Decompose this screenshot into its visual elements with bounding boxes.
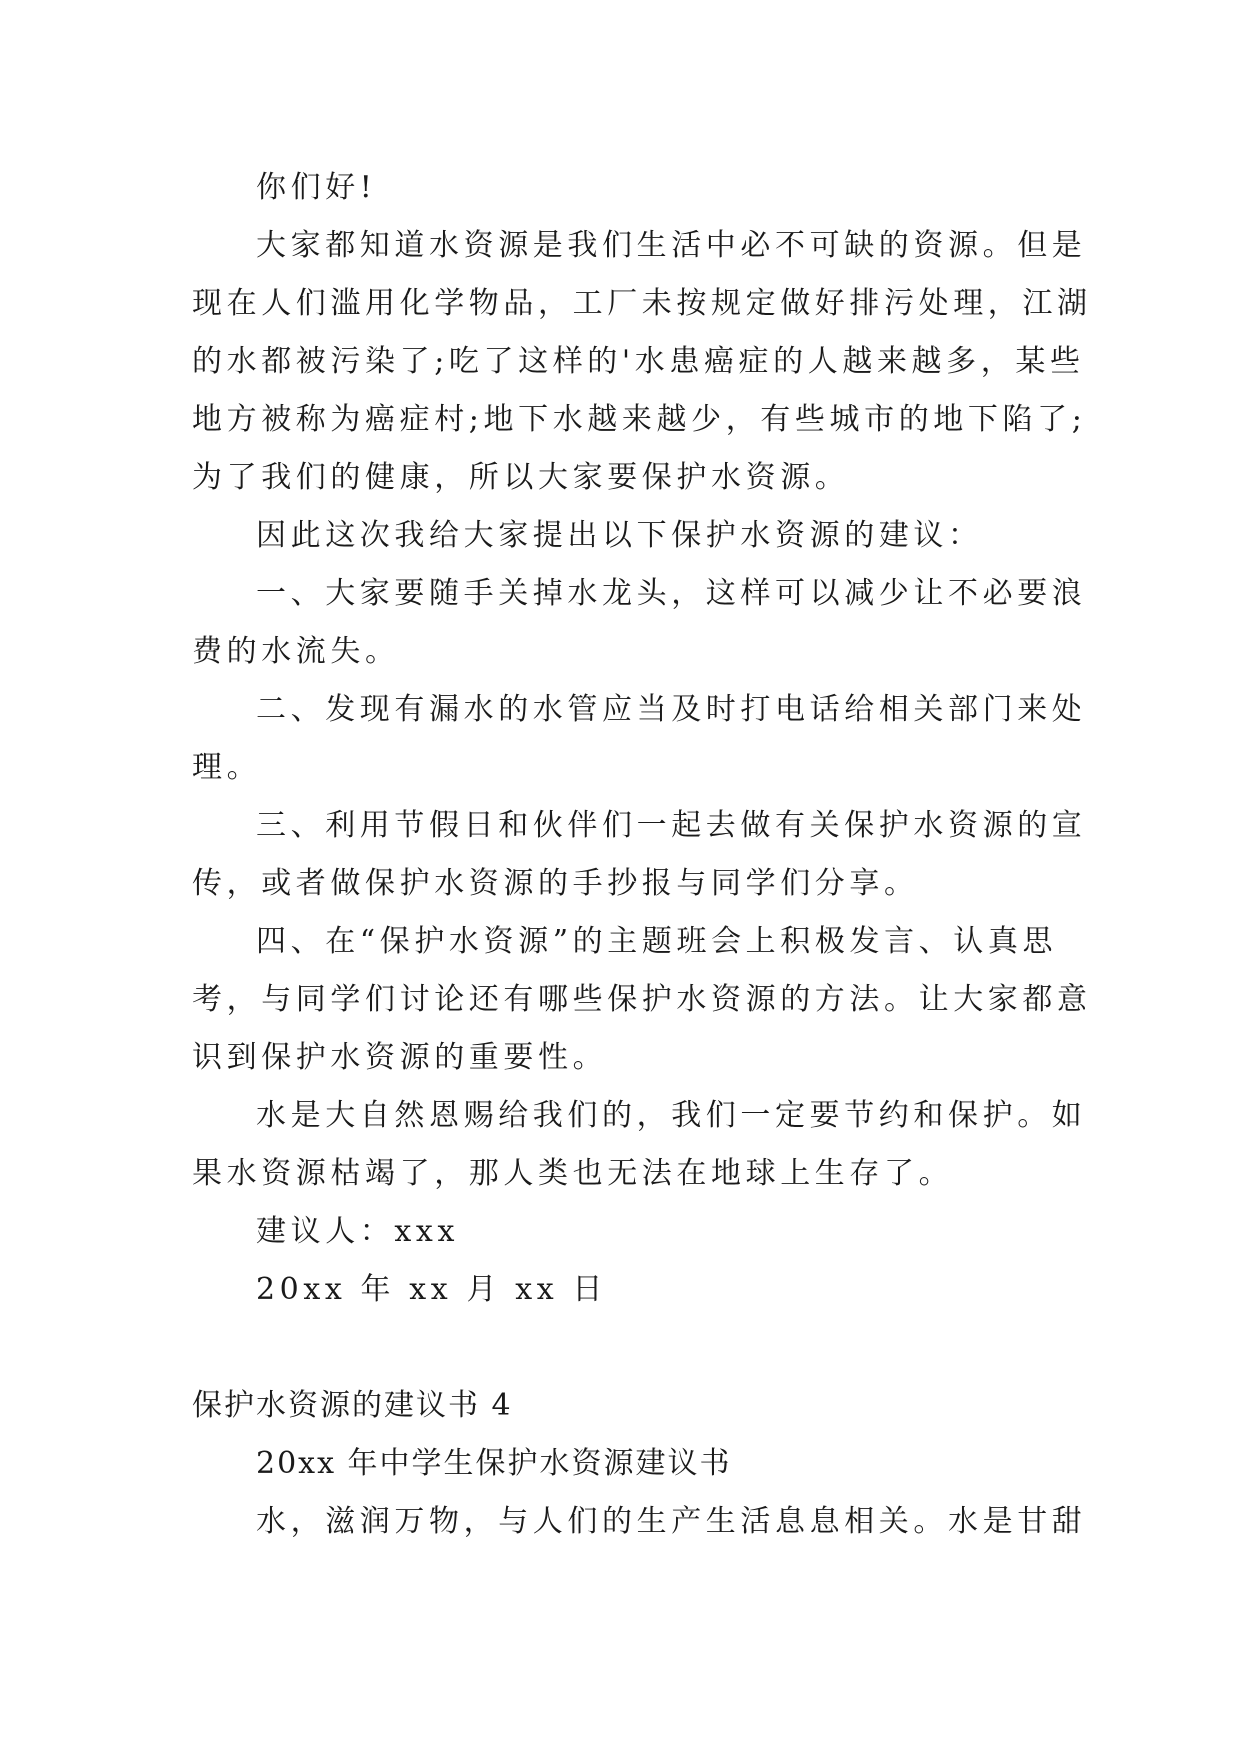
suggestion-2-line: 理。 [192,750,262,785]
suggestion-4-line: 考，与同学们讨论还有哪些保护水资源的方法。让大家都意 [192,982,1092,1017]
section-title: 保护水资源的建议书 4 [192,1388,513,1423]
intro-line: 因此这次我给大家提出以下保护水资源的建议： [256,518,983,553]
paragraph-line: 为了我们的健康，所以大家要保护水资源。 [192,460,850,495]
paragraph-line: 地方被称为癌症村;地下水越来越少，有些城市的地下陷了; [192,402,1087,437]
paragraph-line: 水，滋润万物，与人们的生产生活息息相关。水是甘甜 [256,1504,1087,1539]
paragraph-line: 的水都被污染了;吃了这样的'水患癌症的人越来越多，某些 [192,344,1085,379]
closing-line: 水是大自然恩赐给我们的，我们一定要节约和保护。如 [256,1098,1087,1133]
subtitle: 20xx 年中学生保护水资源建议书 [256,1446,732,1481]
suggestion-4-line: 四、在“保护水资源”的主题班会上积极发言、认真思 [256,924,1058,959]
signer: 建议人：xxx [256,1214,459,1249]
paragraph-line: 大家都知道水资源是我们生活中必不可缺的资源。但是 [256,228,1087,263]
greeting: 你们好! [256,170,377,205]
suggestion-4-line: 识到保护水资源的重要性。 [192,1040,608,1075]
suggestion-3-line: 三、利用节假日和伙伴们一起去做有关保护水资源的宣 [256,808,1087,843]
suggestion-3-line: 传，或者做保护水资源的手抄报与同学们分享。 [192,866,919,901]
date: 20xx 年 xx 月 xx 日 [256,1272,607,1307]
suggestion-1-line: 费的水流失。 [192,634,400,669]
closing-line: 果水资源枯竭了，那人类也无法在地球上生存了。 [192,1156,954,1191]
paragraph-line: 现在人们滥用化学物品，工厂未按规定做好排污处理，江湖 [192,286,1092,321]
suggestion-1-line: 一、大家要随手关掉水龙头，这样可以减少让不必要浪 [256,576,1087,611]
suggestion-2-line: 二、发现有漏水的水管应当及时打电话给相关部门来处 [256,692,1087,727]
